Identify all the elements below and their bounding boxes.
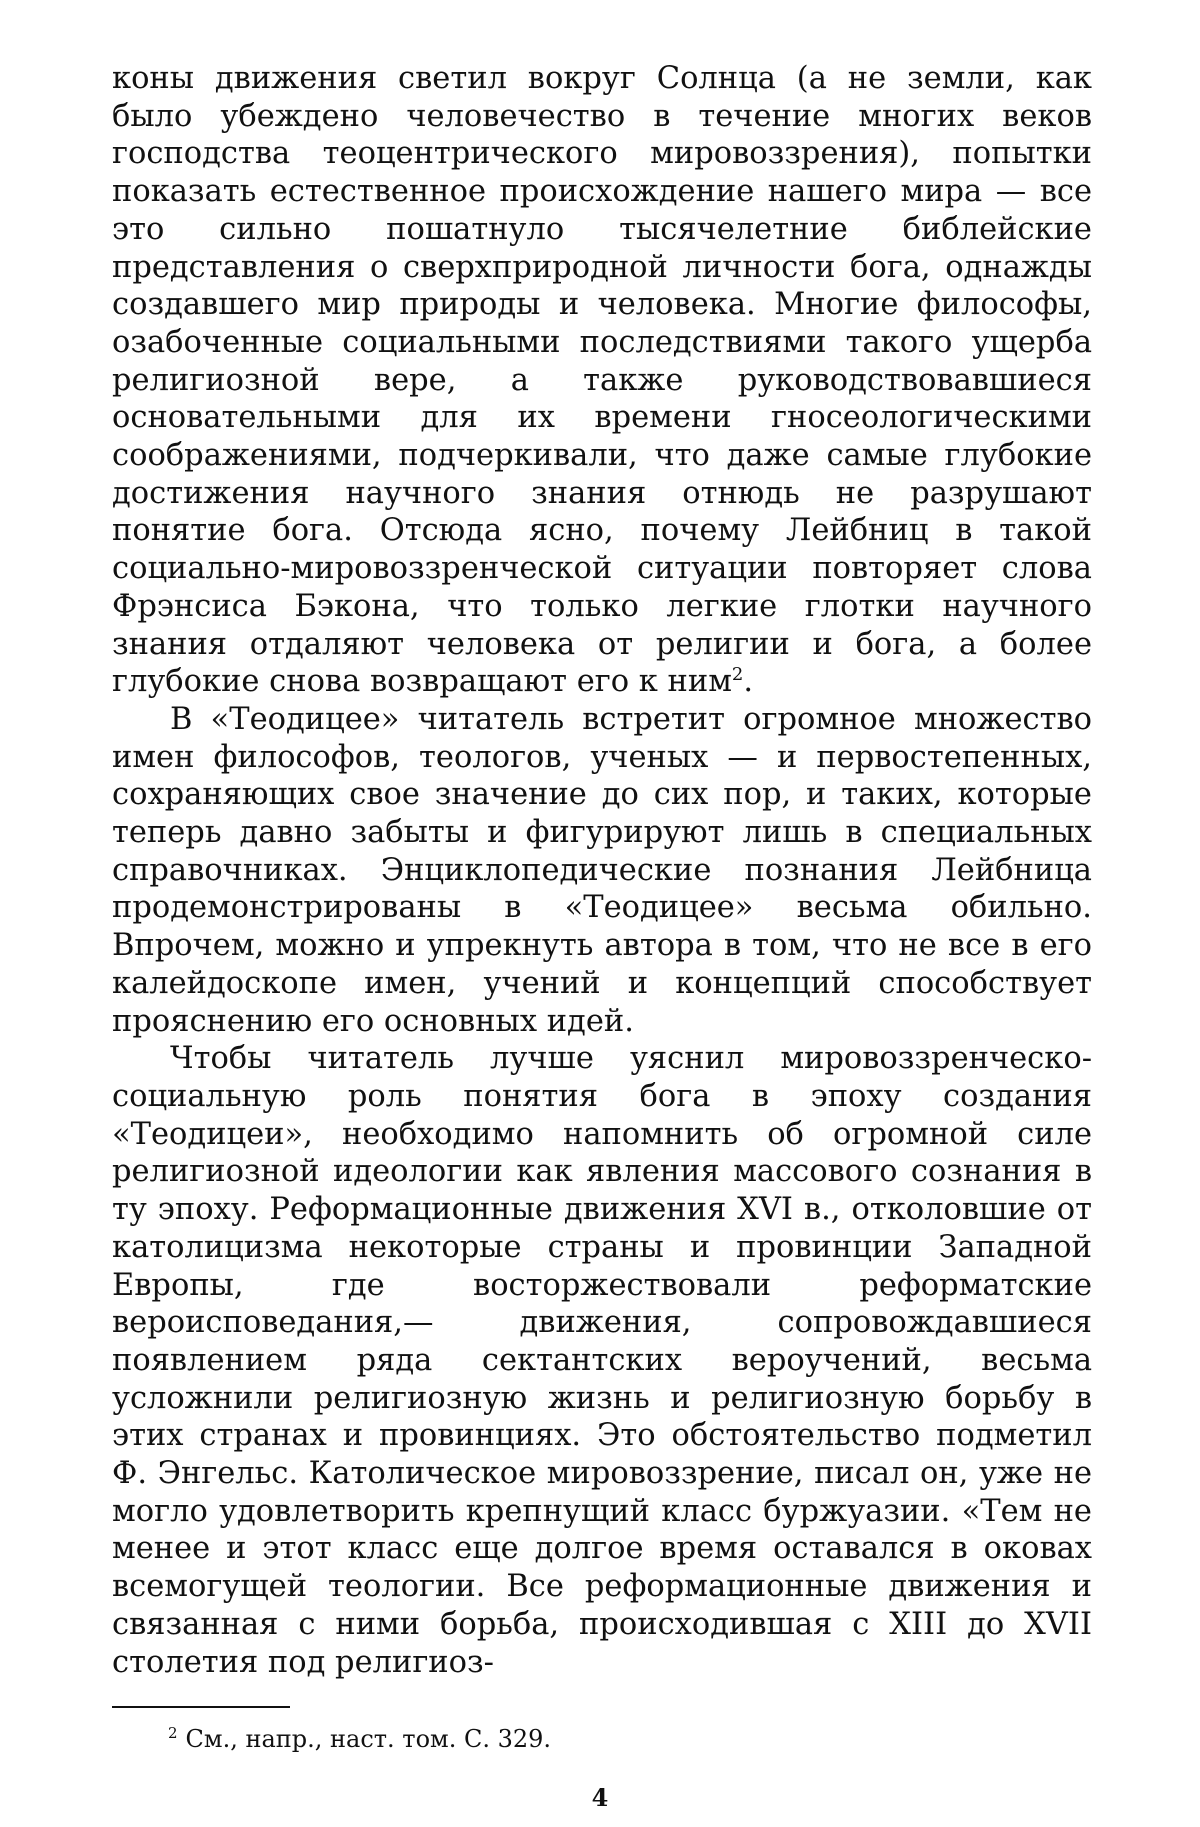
footnote <box>168 1724 1068 1754</box>
paragraph-2-text: В «Теодицее» читатель встретит огромное множество имен философов, теологов, ученых — и первостепенных, сохраняющих свое значение до сих пор, и таких, которые теперь давно забыты и фигурируют лишь в специальных справочниках. Энциклопедические познания Лейбница продемонстрированы в «Теодицее» весьма обильно. Впрочем, можно и упрекнуть автора в том, что не все в его калейдоскопе имен, учений и концепций способствует прояснению его основных идей. <box>112 701 1092 1039</box>
footnote-text: См., напр., наст. том. С. 329. <box>185 1725 552 1753</box>
page-body <box>112 60 1092 1681</box>
footnote-reference[interactable]: 2 <box>731 664 744 686</box>
paragraph-1 <box>112 60 1092 701</box>
paragraph-1-tail: . <box>743 664 754 700</box>
paragraph-3-text: Чтобы читатель лучше уяснил мировоззренческо-социальную роль понятия бога в эпоху создания «Теодицеи», необходимо напомнить об огромной силе религиозной идеологии как явления массового сознания в ту эпоху. Реформационные движения XVI в., отколовшие от католицизма некоторые страны и провинции Западной Европы, где восторжествовали реформатские вероисповедания,— движения, сопровождавшиеся появлением ряда сектантских вероучений, весьма усложнили религиозную жизнь и религиозную борьбу в этих странах и провинциях. Это обстоятельство подметил Ф. Энгельс. Католическое мировоззрение, писал он, уже не могло удовлетворить крепнущий класс буржуазии. «Тем не менее и этот класс еще долгое время оставался в оковах всемогущей теологии. Все реформационные движения и связанная с ними борьба, происходившая с XIII до XVII столетия под религиоз- <box>112 1041 1092 1680</box>
paragraph-1-text: коны движения светил вокруг Солнца (а не земли, как было убеждено человечество в течение многих веков господства теоцентрического мировоззрения), попытки показать естественное происхождение нашего мира — все это сильно пошатнуло тысячелетние библейские представления о сверхприродной личности бога, однажды создавшего мир природы и человека. Многие философы, озабоченные социальными последствиями такого ущерба религиозной вере, а также руководствовавшиеся основательными для их времени гносеологическими соображениями, подчеркивали, что даже самые глубокие достижения научного знания отнюдь не разрушают понятие бога. Отсюда ясно, почему Лейбниц в такой социально-мировоззренческой ситуации повторяет слова Фрэнсиса Бэкона, что только легкие глотки научного знания отдаляют человека от религии и бога, а более глубокие снова возвращают его к ним <box>112 61 1092 700</box>
footnote-divider <box>112 1706 290 1708</box>
page-number: 4 <box>591 1783 609 1812</box>
footnote-mark: 2 <box>168 1724 178 1742</box>
paragraph-2 <box>112 701 1092 1040</box>
paragraph-3 <box>112 1040 1092 1681</box>
